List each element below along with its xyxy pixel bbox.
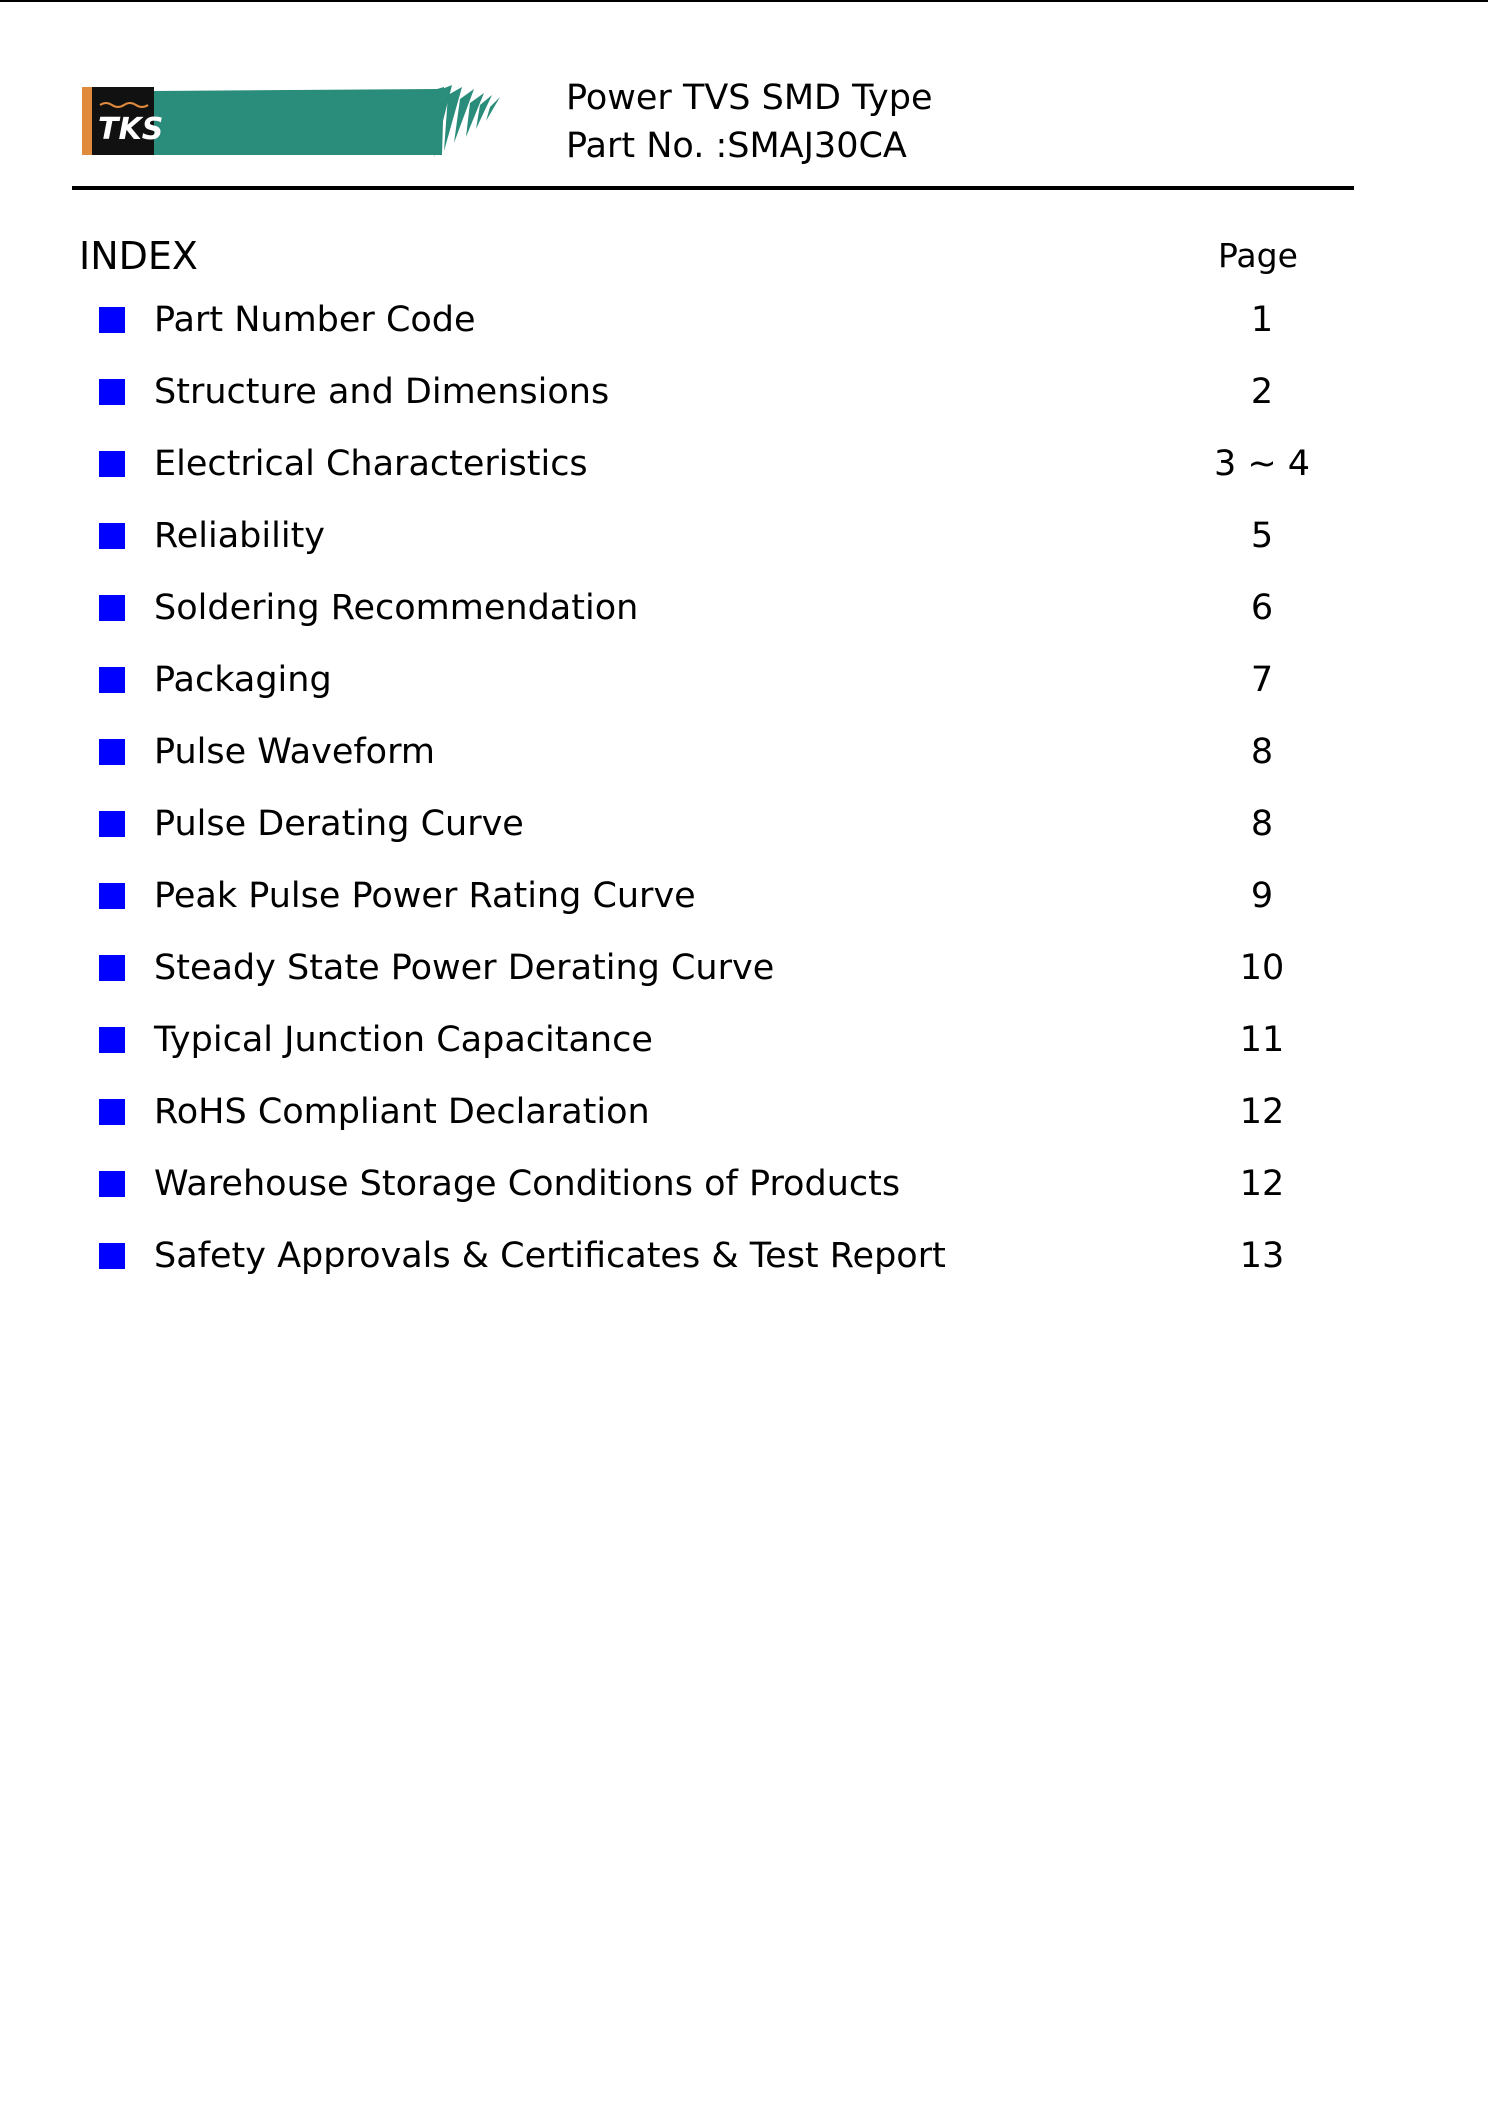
page-column-heading: Page — [1218, 236, 1298, 275]
index-list — [0, 294, 1488, 1302]
square-bullet-icon — [99, 451, 125, 477]
index-entry-page: 1 — [1250, 300, 1274, 340]
index-entry-label: Safety Approvals & Certificates & Test Report — [154, 1236, 946, 1276]
index-entry-page: 7 — [1250, 660, 1274, 700]
index-entry — [0, 582, 1488, 654]
index-entry-label: Packaging — [154, 660, 332, 700]
index-entry-page: 8 — [1250, 732, 1274, 772]
index-entry-label: Part Number Code — [154, 300, 476, 340]
square-bullet-icon — [99, 739, 125, 765]
square-bullet-icon — [99, 1171, 125, 1197]
index-entry-label: Structure and Dimensions — [154, 372, 610, 412]
header-divider — [72, 186, 1354, 190]
index-entry-page: 11 — [1239, 1020, 1285, 1060]
square-bullet-icon — [99, 1027, 125, 1053]
index-entry — [0, 726, 1488, 798]
index-entry-label: Warehouse Storage Conditions of Products — [154, 1164, 901, 1204]
index-entry-page: 12 — [1239, 1092, 1285, 1132]
index-entry-page: 12 — [1239, 1164, 1285, 1204]
square-bullet-icon — [99, 667, 125, 693]
index-entry-page: 10 — [1239, 948, 1285, 988]
index-entry-label: Pulse Derating Curve — [154, 804, 524, 844]
index-title: INDEX — [79, 234, 198, 278]
document-header — [566, 74, 933, 170]
index-entry-page: 8 — [1250, 804, 1274, 844]
square-bullet-icon — [99, 883, 125, 909]
index-entry-page: 9 — [1250, 876, 1274, 916]
square-bullet-icon — [99, 595, 125, 621]
index-entry-page: 6 — [1250, 588, 1274, 628]
part-number: Part No. :SMAJ30CA — [566, 126, 907, 166]
index-entry — [0, 870, 1488, 942]
square-bullet-icon — [99, 523, 125, 549]
index-entry-page: 13 — [1239, 1236, 1285, 1276]
index-entry-page: 3 ~ 4 — [1213, 444, 1311, 484]
index-entry — [0, 942, 1488, 1014]
index-entry — [0, 1086, 1488, 1158]
index-entry — [0, 1014, 1488, 1086]
index-entry-label: Peak Pulse Power Rating Curve — [154, 876, 696, 916]
square-bullet-icon — [99, 955, 125, 981]
index-entry — [0, 1230, 1488, 1302]
product-line: Power TVS SMD Type — [566, 78, 933, 118]
index-entry — [0, 510, 1488, 582]
index-entry-label: Reliability — [154, 516, 326, 556]
index-entry — [0, 1158, 1488, 1230]
square-bullet-icon — [99, 811, 125, 837]
index-entry-page: 5 — [1250, 516, 1274, 556]
index-entry — [0, 438, 1488, 510]
index-entry — [0, 798, 1488, 870]
square-bullet-icon — [99, 379, 125, 405]
square-bullet-icon — [99, 1243, 125, 1269]
index-entry-label: Soldering Recommendation — [154, 588, 639, 628]
index-entry-label: Pulse Waveform — [154, 732, 435, 772]
index-entry-label: Typical Junction Capacitance — [154, 1020, 653, 1060]
index-entry — [0, 366, 1488, 438]
square-bullet-icon — [99, 307, 125, 333]
index-entry — [0, 294, 1488, 366]
logo-text: TKS — [98, 112, 164, 147]
index-entry-label: RoHS Compliant Declaration — [154, 1092, 650, 1132]
index-entry-label: Electrical Characteristics — [154, 444, 588, 484]
index-entry — [0, 654, 1488, 726]
index-entry-page: 2 — [1250, 372, 1274, 412]
index-entry-label: Steady State Power Derating Curve — [154, 948, 775, 988]
tks-logo — [82, 85, 504, 157]
square-bullet-icon — [99, 1099, 125, 1125]
